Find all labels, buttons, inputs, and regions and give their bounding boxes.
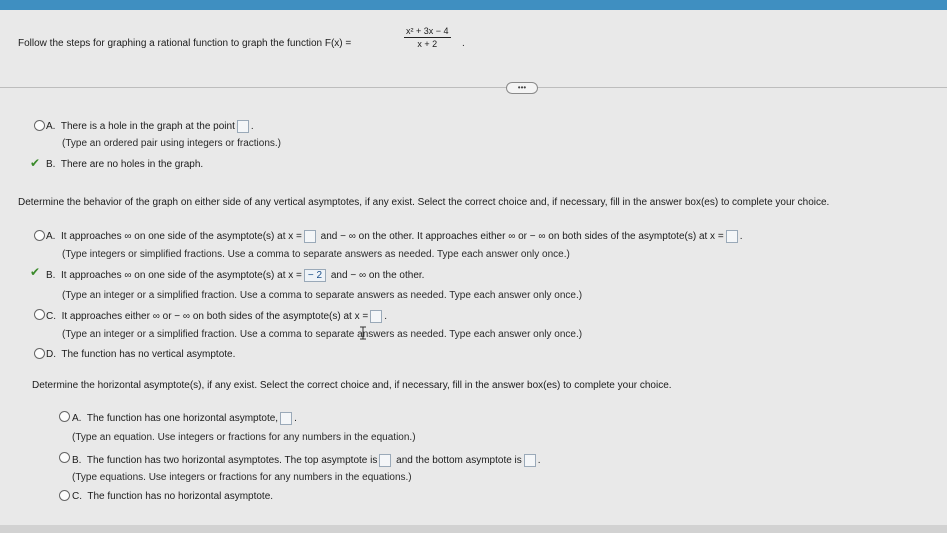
vertical-a-label: A. — [46, 231, 56, 243]
horizontal-c-option[interactable] — [72, 491, 273, 502]
vertical-d-label: D. — [46, 349, 56, 360]
vertical-b-text2: and − ∞ on the other. — [330, 270, 425, 282]
vertical-a-input-2[interactable] — [726, 230, 738, 243]
vertical-d-text: The function has no vertical asymptote. — [61, 349, 236, 360]
horizontal-a-option[interactable] — [72, 412, 297, 425]
vertical-b-text1: It approaches ∞ on one side of the asymptote(s) at x = — [61, 270, 302, 282]
vertical-d-option[interactable] — [46, 349, 235, 360]
holes-a-option[interactable] — [46, 120, 254, 133]
horizontal-b-input-top[interactable] — [379, 454, 391, 467]
holes-a-label: A. — [46, 121, 56, 133]
vertical-b-hint: (Type an integer or a simplified fraction. Use a comma to separate answers as needed. Type each answer only once.) — [62, 290, 583, 301]
horizontal-c-text: The function has no horizontal asymptote. — [87, 491, 274, 502]
vertical-a-text1: It approaches ∞ on one side of the asymptote(s) at x = — [61, 231, 302, 243]
function-end-punct: . — [462, 38, 465, 49]
function-numerator: x² + 3x − 4 — [406, 26, 449, 36]
vertical-c-label: C. — [46, 311, 56, 323]
holes-a-text: There is a hole in the graph at the point — [60, 121, 235, 133]
horizontal-b-hint: (Type equations. Use integers or fractions for any numbers in the equations.) — [72, 472, 412, 483]
horizontal-a-end: . — [294, 413, 297, 425]
vertical-c-end: . — [384, 311, 387, 323]
vertical-b-answer[interactable]: − 2 — [304, 269, 326, 282]
holes-b-label: B. — [46, 159, 56, 170]
horizontal-c-label: C. — [72, 491, 82, 502]
vertical-b-label: B. — [46, 270, 56, 282]
holes-b-check-icon: ✔ — [30, 156, 41, 170]
horizontal-b-input-bottom[interactable] — [524, 454, 536, 467]
holes-b-option[interactable] — [46, 159, 203, 170]
vertical-c-radio[interactable] — [34, 309, 45, 320]
horizontal-b-label: B. — [72, 455, 82, 467]
holes-a-radio[interactable] — [34, 120, 45, 131]
horizontal-c-radio[interactable] — [59, 490, 70, 501]
horizontal-b-end: . — [537, 455, 541, 467]
function-denominator: x + 2 — [417, 39, 438, 49]
question-prompt — [18, 38, 351, 49]
horizontal-a-radio[interactable] — [59, 411, 70, 422]
vertical-a-text2: and − ∞ on the other. It approaches either ∞ or − ∞ on both sides of the asymptote(s) at x = — [320, 231, 724, 243]
holes-a-hint: (Type an ordered pair using integers or fractions.) — [62, 138, 281, 149]
horizontal-prompt: Determine the horizontal asymptote(s), if any exist. Select the correct choice and, if necessary, fill in the answer box(es) to complete your choice. — [32, 380, 672, 391]
vertical-c-hint: (Type an integer or a simplified fraction. Use a comma to separate answers as needed. Type each answer only once.) — [62, 329, 583, 340]
function-lhs: F(x) = — [324, 38, 352, 49]
horizontal-b-radio[interactable] — [59, 452, 70, 463]
holes-a-end: . — [250, 121, 254, 133]
holes-a-input[interactable] — [237, 120, 249, 133]
show-more-button[interactable]: ••• — [506, 82, 538, 94]
vertical-a-option[interactable] — [46, 230, 742, 243]
horizontal-b-text1: The function has two horizontal asymptotes. The top asymptote is — [86, 455, 378, 467]
vertical-b-option[interactable] — [46, 269, 424, 282]
holes-b-text: There are no holes in the graph. — [60, 159, 204, 170]
horizontal-b-option[interactable] — [72, 454, 541, 467]
horizontal-a-text: The function has one horizontal asymptote, — [86, 413, 279, 425]
horizontal-a-label: A. — [72, 413, 82, 425]
vertical-a-input-1[interactable] — [304, 230, 316, 243]
vertical-prompt: Determine the behavior of the graph on either side of any vertical asymptotes, if any exist. Select the correct choice and, if necessary, fill in the answer box(es) to complete your choice. — [18, 197, 830, 208]
question-text: Follow the steps for graphing a rational function to graph the function — [18, 38, 323, 49]
vertical-b-check-icon: ✔ — [30, 265, 41, 279]
bottom-strip — [0, 525, 947, 533]
horizontal-a-hint: (Type an equation. Use integers or fractions for any numbers in the equation.) — [72, 432, 416, 443]
vertical-a-hint: (Type integers or simplified fractions. Use a comma to separate answers as needed. Type each answer only once.) — [62, 249, 570, 260]
vertical-a-radio[interactable] — [34, 230, 45, 241]
vertical-d-radio[interactable] — [34, 348, 45, 359]
text-cursor-icon — [360, 326, 366, 340]
function-fraction — [404, 26, 451, 49]
top-header-bar — [0, 0, 947, 10]
section-divider — [0, 87, 947, 88]
vertical-a-end: . — [739, 231, 743, 243]
vertical-c-text: It approaches either ∞ or − ∞ on both sides of the asymptote(s) at x = — [61, 311, 369, 323]
horizontal-a-input[interactable] — [280, 412, 292, 425]
vertical-c-input[interactable] — [370, 310, 382, 323]
horizontal-b-text2: and the bottom asymptote is — [396, 455, 522, 467]
vertical-c-option[interactable] — [46, 310, 387, 323]
